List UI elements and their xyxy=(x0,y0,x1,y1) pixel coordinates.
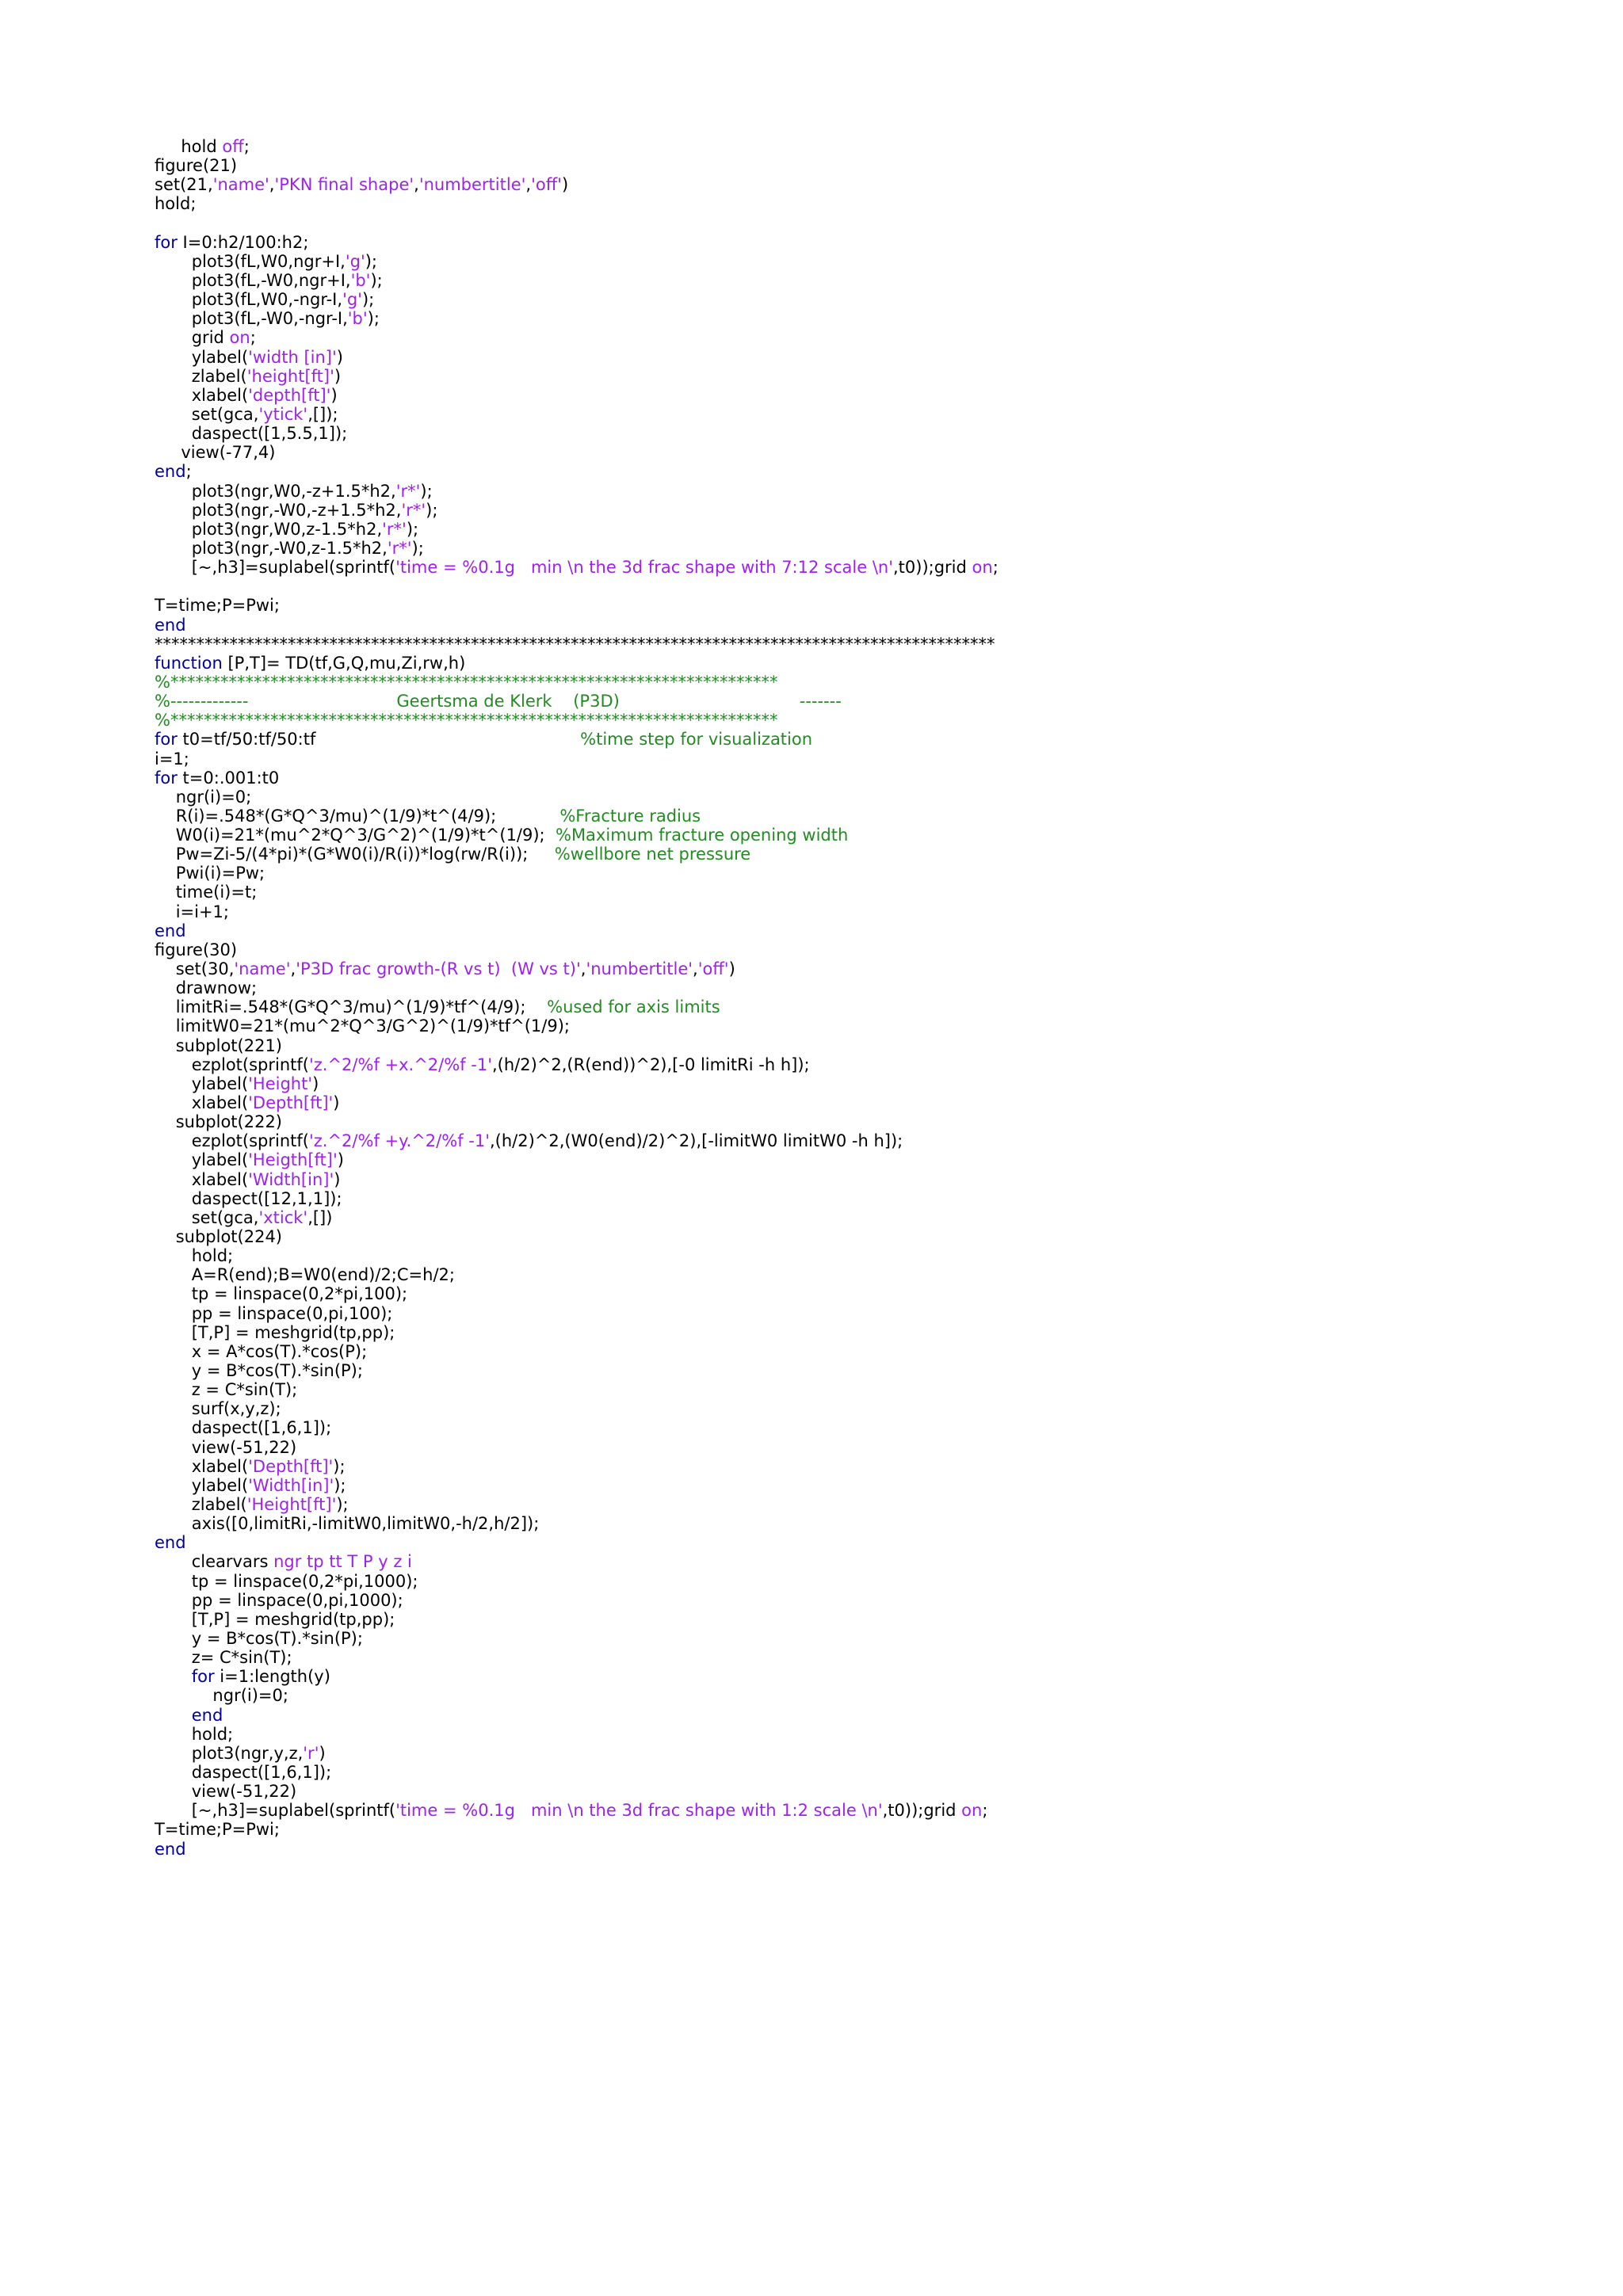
code-line xyxy=(155,959,1581,978)
code-text: set(21, xyxy=(155,175,213,195)
code-string: on xyxy=(961,1801,983,1821)
code-keyword: for xyxy=(155,768,178,788)
code-text: plot3(fL,-W0,ngr+I, xyxy=(155,270,351,290)
code-line xyxy=(155,1150,1581,1169)
code-string: 'g' xyxy=(342,290,362,310)
code-text: hold; xyxy=(155,1246,234,1266)
code-line xyxy=(155,539,1581,558)
code-listing xyxy=(155,137,1581,1859)
code-string: 'numbertitle' xyxy=(586,959,693,979)
code-line xyxy=(155,902,1581,921)
code-text: ) xyxy=(334,366,342,386)
code-line xyxy=(155,1476,1581,1495)
code-text: ) xyxy=(728,959,735,979)
code-line xyxy=(155,1399,1581,1418)
code-text: plot3(fL,W0,-ngr-I, xyxy=(155,290,343,310)
code-line xyxy=(155,1533,1581,1552)
code-line xyxy=(155,1820,1581,1839)
code-keyword: for xyxy=(155,232,178,252)
code-line xyxy=(155,1036,1581,1055)
code-line xyxy=(155,156,1581,175)
code-text: y = B*cos(T).*sin(P); xyxy=(155,1628,363,1648)
code-text: plot3(fL,W0,ngr+I, xyxy=(155,251,346,271)
code-text: subplot(221) xyxy=(155,1035,282,1055)
code-text: plot3(ngr,-W0,-z+1.5*h2, xyxy=(155,500,402,520)
code-comment: %************************************************************************* xyxy=(155,672,778,692)
code-text: ; xyxy=(982,1801,988,1821)
code-line xyxy=(155,443,1581,462)
code-line xyxy=(155,769,1581,788)
code-text: ); xyxy=(420,481,433,501)
code-line xyxy=(155,1457,1581,1476)
code-text: ,(h/2)^2,(W0(end)/2)^2),[-limitW0 limitW0 -h h]); xyxy=(489,1131,903,1151)
code-text: , xyxy=(269,175,275,195)
code-line xyxy=(155,309,1581,328)
code-text: set(gca, xyxy=(155,404,259,424)
code-line xyxy=(155,1782,1581,1801)
code-line xyxy=(155,1131,1581,1150)
code-text: xlabel( xyxy=(155,1169,249,1189)
code-text: I=0:h2/100:h2; xyxy=(177,232,309,252)
code-string: 'b' xyxy=(347,309,368,329)
code-line xyxy=(155,1514,1581,1533)
code-line xyxy=(155,290,1581,309)
code-line xyxy=(155,1591,1581,1610)
code-string: 'name' xyxy=(234,959,291,979)
code-text: zlabel( xyxy=(155,366,247,386)
code-text: xlabel( xyxy=(155,1456,249,1476)
code-line xyxy=(155,1744,1581,1763)
code-string: 'time = %0.1g min \n the 3d frac shape with 7:12 scale \n' xyxy=(395,558,893,578)
code-text: Pw=Zi-5/(4*pi)*(G*W0(i)/R(i))*log(rw/R(i)); xyxy=(155,845,555,864)
code-comment: %************************************************************************* xyxy=(155,711,778,730)
code-text: t=0:.001:t0 xyxy=(177,768,280,788)
code-line xyxy=(155,1438,1581,1457)
code-text: Pwi(i)=Pw; xyxy=(155,864,265,883)
code-text: i=1; xyxy=(155,749,189,769)
code-text: plot3(ngr,W0,-z+1.5*h2, xyxy=(155,481,396,501)
code-line xyxy=(155,367,1581,386)
code-text: ; xyxy=(243,137,250,156)
code-text: ); xyxy=(411,538,424,558)
code-text: z= C*sin(T); xyxy=(155,1648,292,1668)
code-line xyxy=(155,194,1581,213)
code-text: ylabel( xyxy=(155,1475,249,1495)
code-text: tp = linspace(0,2*pi,1000); xyxy=(155,1571,418,1591)
code-text: T=time;P=Pwi; xyxy=(155,596,280,616)
code-line xyxy=(155,1227,1581,1246)
code-text: hold; xyxy=(155,1724,234,1744)
code-string: 'z.^2/%f +y.^2/%f -1' xyxy=(308,1131,490,1151)
code-line xyxy=(155,616,1581,635)
code-keyword: for xyxy=(155,730,178,749)
code-keyword: end xyxy=(155,921,186,940)
code-text: ) xyxy=(319,1743,326,1763)
code-comment: %Maximum fracture opening width xyxy=(555,826,849,845)
code-line xyxy=(155,1418,1581,1437)
code-text: ) xyxy=(336,347,343,367)
code-string: 'r*' xyxy=(387,538,412,558)
code-keyword: function xyxy=(155,653,223,673)
code-line xyxy=(155,1093,1581,1112)
code-text: daspect([12,1,1]); xyxy=(155,1188,342,1208)
code-string: 'off' xyxy=(531,175,562,195)
code-line xyxy=(155,1495,1581,1514)
code-text: ,[]); xyxy=(307,404,338,424)
code-string: 'numbertitle' xyxy=(418,175,526,195)
code-line xyxy=(155,1284,1581,1303)
code-line xyxy=(155,864,1581,883)
code-line xyxy=(155,386,1581,405)
code-comment: %used for axis limits xyxy=(547,997,720,1017)
code-text: daspect([1,6,1]); xyxy=(155,1418,332,1438)
code-text xyxy=(155,1667,192,1686)
code-text: ); xyxy=(336,1494,349,1514)
code-string: 'height[ft]' xyxy=(246,366,334,386)
code-line xyxy=(155,1016,1581,1035)
code-text: ); xyxy=(367,309,380,329)
code-text: [~,h3]=suplabel(sprintf( xyxy=(155,558,396,578)
code-line xyxy=(155,1304,1581,1323)
code-text: axis([0,limitRi,-limitW0,limitW0,-h/2,h/2]); xyxy=(155,1514,540,1534)
code-text: ,[]) xyxy=(307,1207,333,1227)
code-line xyxy=(155,711,1581,730)
code-string: 'Height[ft]' xyxy=(246,1494,337,1514)
code-text: plot3(fL,-W0,-ngr-I, xyxy=(155,309,348,329)
code-text: A=R(end);B=W0(end)/2;C=h/2; xyxy=(155,1265,455,1285)
code-line xyxy=(155,328,1581,347)
code-text: limitRi=.548*(G*Q^3/mu)^(1/9)*tf^(4/9); xyxy=(155,997,548,1017)
code-string: 'ytick' xyxy=(258,404,308,424)
code-line xyxy=(155,348,1581,367)
code-text: subplot(224) xyxy=(155,1227,282,1247)
code-line xyxy=(155,1801,1581,1820)
code-text: , xyxy=(525,175,532,195)
code-text: plot3(ngr,-W0,z-1.5*h2, xyxy=(155,538,388,558)
code-text: figure(30) xyxy=(155,940,238,959)
code-text: ) xyxy=(330,385,338,405)
code-keyword: end xyxy=(155,1533,186,1553)
code-string: 'Height' xyxy=(248,1074,313,1093)
code-text: ylabel( xyxy=(155,1150,249,1170)
code-text: plot3(ngr,y,z, xyxy=(155,1743,304,1763)
code-text: grid xyxy=(155,328,230,348)
code-text: t0=tf/50:tf/50:tf xyxy=(177,730,581,749)
code-text: view(-51,22) xyxy=(155,1437,297,1457)
code-line xyxy=(155,978,1581,997)
code-line xyxy=(155,482,1581,501)
code-string: 'r' xyxy=(303,1743,319,1763)
code-line xyxy=(155,214,1581,233)
code-line xyxy=(155,1361,1581,1380)
code-line xyxy=(155,1725,1581,1744)
code-text: view(-51,22) xyxy=(155,1782,297,1802)
code-string: 'Width[in]' xyxy=(248,1475,334,1495)
code-string: on xyxy=(229,328,250,348)
code-text: pp = linspace(0,pi,1000); xyxy=(155,1590,403,1610)
code-text: ,(h/2)^2,(R(end))^2),[-0 limitRi -h h]); xyxy=(491,1055,810,1074)
code-string: off xyxy=(222,137,244,156)
code-text: clearvars xyxy=(155,1552,274,1572)
code-text: set(gca, xyxy=(155,1207,259,1227)
code-line xyxy=(155,883,1581,902)
code-text: , xyxy=(580,959,586,979)
code-line xyxy=(155,749,1581,769)
code-line xyxy=(155,940,1581,959)
code-text: ); xyxy=(406,519,419,539)
code-line xyxy=(155,921,1581,940)
code-line xyxy=(155,1246,1581,1265)
code-keyword: end xyxy=(191,1705,223,1725)
code-comment: %------------- Geertsma de Klerk (P3D) ------- xyxy=(155,692,842,711)
code-string: 'off' xyxy=(697,959,729,979)
code-comment: %Fracture radius xyxy=(559,806,701,826)
code-line xyxy=(155,1648,1581,1667)
code-text: set(30, xyxy=(155,959,235,979)
code-text: ; xyxy=(185,462,192,482)
code-text: view(-77,4) xyxy=(155,443,276,463)
code-text: ngr(i)=0; xyxy=(155,1686,288,1706)
code-line xyxy=(155,730,1581,749)
code-text xyxy=(155,1706,192,1725)
code-line xyxy=(155,1840,1581,1859)
code-text: ngr(i)=0; xyxy=(155,787,252,807)
code-text: T=time;P=Pwi; xyxy=(155,1820,280,1840)
code-line xyxy=(155,1552,1581,1571)
code-line xyxy=(155,137,1581,156)
code-line xyxy=(155,1667,1581,1686)
code-line xyxy=(155,1265,1581,1284)
code-text: drawnow; xyxy=(155,978,258,998)
code-text: subplot(222) xyxy=(155,1112,282,1132)
code-text: tp = linspace(0,2*pi,100); xyxy=(155,1284,408,1304)
code-text: ); xyxy=(333,1456,346,1476)
code-string: 'g' xyxy=(345,251,365,271)
code-text: , xyxy=(290,959,296,979)
code-text: ) xyxy=(337,1150,344,1170)
code-text: limitW0=21*(mu^2*Q^3/G^2)^(1/9)*tf^(1/9); xyxy=(155,1016,570,1036)
code-text: [T,P] = meshgrid(tp,pp); xyxy=(155,1322,395,1342)
code-line xyxy=(155,1686,1581,1705)
code-keyword: for xyxy=(191,1667,215,1687)
code-text: figure(21) xyxy=(155,156,238,176)
code-text: i=1:length(y) xyxy=(214,1667,330,1687)
code-text: [P,T]= TD(tf,G,Q,mu,Zi,rw,h) xyxy=(222,653,466,673)
code-text: pp = linspace(0,pi,100); xyxy=(155,1303,393,1323)
code-text: i=i+1; xyxy=(155,902,229,921)
code-line xyxy=(155,1763,1581,1782)
code-line xyxy=(155,692,1581,711)
code-string: 'r*' xyxy=(382,519,407,539)
code-text: [~,h3]=suplabel(sprintf( xyxy=(155,1801,396,1821)
code-string: 'Width[in]' xyxy=(248,1169,334,1189)
code-line xyxy=(155,673,1581,692)
code-line xyxy=(155,807,1581,826)
code-text: ); xyxy=(426,500,438,520)
code-string: 'r*' xyxy=(401,500,426,520)
code-string: ngr tp tt T P y z i xyxy=(273,1552,412,1572)
code-text: ***************************************************************************************************** xyxy=(155,634,995,654)
code-text: ); xyxy=(365,251,378,271)
code-text: hold xyxy=(155,137,223,156)
code-string: 'z.^2/%f +x.^2/%f -1' xyxy=(308,1055,492,1074)
code-line xyxy=(155,826,1581,845)
code-text: W0(i)=21*(mu^2*Q^3/G^2)^(1/9)*t^(1/9); xyxy=(155,826,556,845)
code-text: ); xyxy=(370,270,383,290)
code-line xyxy=(155,501,1581,520)
code-text: daspect([1,5.5,1]); xyxy=(155,424,348,444)
code-string: 'b' xyxy=(350,270,371,290)
code-line xyxy=(155,424,1581,443)
code-line xyxy=(155,1629,1581,1648)
code-text: , xyxy=(693,959,698,979)
code-text: ; xyxy=(250,328,256,348)
code-comment: %time step for visualization xyxy=(580,730,813,749)
code-string: 'r*' xyxy=(395,481,421,501)
code-text: ,t0));grid xyxy=(882,1801,962,1821)
code-line xyxy=(155,997,1581,1016)
code-string: 'xtick' xyxy=(258,1207,308,1227)
code-text: surf(x,y,z); xyxy=(155,1399,281,1419)
code-line xyxy=(155,1610,1581,1629)
code-text: ylabel( xyxy=(155,1074,249,1093)
code-text: z = C*sin(T); xyxy=(155,1380,298,1400)
code-line xyxy=(155,1170,1581,1189)
code-text: zlabel( xyxy=(155,1494,247,1514)
code-text: ezplot(sprintf( xyxy=(155,1055,309,1074)
code-text: ) xyxy=(333,1093,340,1113)
code-text: hold; xyxy=(155,194,197,214)
code-string: on xyxy=(972,558,993,578)
code-line xyxy=(155,1323,1581,1342)
code-string: 'P3D frac growth-(R vs t) (W vs t)' xyxy=(296,959,581,979)
code-line xyxy=(155,558,1581,577)
code-line xyxy=(155,1380,1581,1399)
code-string: 'depth[ft]' xyxy=(248,385,331,405)
code-string: 'Depth[ft]' xyxy=(248,1093,334,1113)
code-string: 'width [in]' xyxy=(248,347,337,367)
code-line xyxy=(155,1112,1581,1131)
code-text: ; xyxy=(992,558,999,578)
code-text: daspect([1,6,1]); xyxy=(155,1762,332,1782)
code-keyword: end xyxy=(155,462,186,482)
code-string: 'Heigth[ft]' xyxy=(248,1150,338,1170)
code-line xyxy=(155,1706,1581,1725)
code-line xyxy=(155,596,1581,615)
code-text: x = A*cos(T).*cos(P); xyxy=(155,1341,368,1361)
code-text: plot3(ngr,W0,z-1.5*h2, xyxy=(155,519,383,539)
code-line xyxy=(155,1572,1581,1591)
code-line xyxy=(155,271,1581,290)
code-line xyxy=(155,1208,1581,1227)
code-text: xlabel( xyxy=(155,385,249,405)
code-line xyxy=(155,845,1581,864)
code-line xyxy=(155,1055,1581,1074)
code-string: 'name' xyxy=(212,175,269,195)
code-line xyxy=(155,654,1581,673)
code-text: R(i)=.548*(G*Q^3/mu)^(1/9)*t^(4/9); xyxy=(155,806,560,826)
code-text: ylabel( xyxy=(155,347,249,367)
code-string: 'PKN final shape' xyxy=(274,175,414,195)
code-text: time(i)=t; xyxy=(155,883,258,902)
code-line xyxy=(155,1342,1581,1361)
code-text: ) xyxy=(561,175,569,195)
code-line xyxy=(155,233,1581,252)
code-line xyxy=(155,175,1581,194)
code-comment: %wellbore net pressure xyxy=(554,845,751,864)
code-line xyxy=(155,635,1581,654)
code-keyword: end xyxy=(155,1839,186,1859)
code-text: ); xyxy=(361,290,375,310)
code-text: ezplot(sprintf( xyxy=(155,1131,309,1151)
code-string: 'Depth[ft]' xyxy=(248,1456,334,1476)
code-text: ); xyxy=(334,1475,346,1495)
code-text: ,t0));grid xyxy=(892,558,972,578)
code-text: xlabel( xyxy=(155,1093,249,1113)
code-text: [T,P] = meshgrid(tp,pp); xyxy=(155,1609,395,1629)
code-text: , xyxy=(414,175,419,195)
code-line xyxy=(155,1189,1581,1208)
code-line xyxy=(155,462,1581,481)
code-line xyxy=(155,405,1581,424)
code-line xyxy=(155,788,1581,807)
code-keyword: end xyxy=(155,615,186,635)
code-text: ) xyxy=(334,1169,341,1189)
code-line xyxy=(155,577,1581,596)
code-line xyxy=(155,1074,1581,1093)
code-line xyxy=(155,252,1581,271)
code-line xyxy=(155,520,1581,539)
code-text: y = B*cos(T).*sin(P); xyxy=(155,1361,363,1380)
code-text: ) xyxy=(312,1074,319,1093)
code-string: 'time = %0.1g min \n the 3d frac shape with 1:2 scale \n' xyxy=(395,1801,883,1821)
